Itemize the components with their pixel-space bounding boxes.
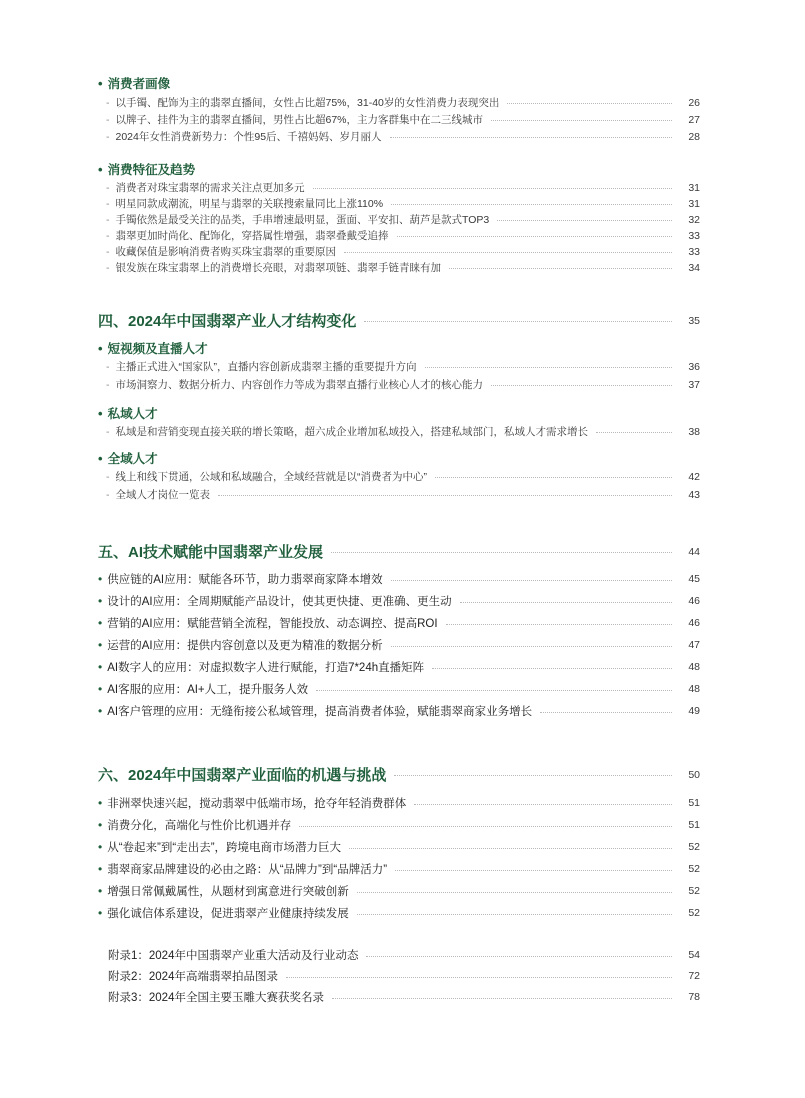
bullet-icon: • <box>98 660 103 674</box>
bullet-icon: • <box>98 704 103 718</box>
page-number: 33 <box>688 229 700 242</box>
toc-entry[interactable] <box>106 228 700 243</box>
toc-entry[interactable] <box>98 681 700 697</box>
dot-leader <box>446 624 672 625</box>
page-number: 31 <box>688 197 700 210</box>
entry-text: AI数字人的应用：对虚拟数字人进行赋能，打造7*24h直播矩阵 <box>107 662 425 674</box>
dot-leader <box>366 956 672 957</box>
entry-text: 消费者对珠宝翡翠的需求关注点更加多元 <box>115 182 305 194</box>
dash-icon: - <box>106 470 110 483</box>
dot-leader <box>491 385 672 386</box>
dash-icon: - <box>106 245 110 258</box>
entry-text: 翡翠更加时尚化、配饰化，穿搭属性增强，翡翠叠戴受追捧 <box>115 230 389 242</box>
page-number: 26 <box>688 96 700 109</box>
dot-leader <box>331 552 672 553</box>
page-number: 44 <box>688 545 700 558</box>
subcat-title: 全域人才 <box>107 452 158 466</box>
dot-leader <box>497 220 672 221</box>
entry-text: 翡翠商家品牌建设的必由之路：从“品牌力”到“品牌活力” <box>107 864 388 876</box>
bullet-icon: • <box>98 862 103 876</box>
bullet-icon: • <box>98 450 103 466</box>
toc-entry[interactable] <box>106 244 700 259</box>
dot-leader <box>391 580 672 581</box>
page-number: 28 <box>688 130 700 143</box>
toc-entry[interactable] <box>106 260 700 275</box>
entry-text: 强化诚信体系建设，促进翡翠产业健康持续发展 <box>107 908 349 920</box>
toc-entry[interactable] <box>106 469 700 484</box>
page-number: 54 <box>688 949 700 961</box>
dot-leader <box>540 712 672 713</box>
toc-entry[interactable] <box>98 839 700 855</box>
dash-icon: - <box>106 229 110 242</box>
page-number: 42 <box>688 470 700 483</box>
page-number: 45 <box>688 573 700 585</box>
entry-text: 营销的AI应用：赋能营销全流程，智能投放、动态调控、提高ROI <box>107 618 438 630</box>
toc-entry[interactable] <box>106 377 700 392</box>
bullet-icon: • <box>98 884 103 898</box>
entry-text: 手镯依然是最受关注的品类，手串增速最明显，蛋面、平安扣、葫芦是款式TOP3 <box>115 214 490 226</box>
subcat-consumer-trends[interactable] <box>98 160 195 178</box>
appendix-entry[interactable] <box>108 968 700 984</box>
appendix-entry[interactable] <box>108 989 700 1005</box>
dot-leader <box>313 188 673 189</box>
page-number: 51 <box>688 819 700 831</box>
subcat-title: 消费者画像 <box>107 77 171 91</box>
dot-leader <box>391 204 672 205</box>
bullet-icon: • <box>98 682 103 696</box>
toc-entry[interactable] <box>98 593 700 609</box>
dot-leader <box>432 668 672 669</box>
bullet-icon: • <box>98 572 103 586</box>
dash-icon: - <box>106 488 110 501</box>
dash-icon: - <box>106 213 110 226</box>
dot-leader <box>357 892 672 893</box>
toc-entry[interactable] <box>98 795 700 811</box>
dash-icon: - <box>106 425 110 438</box>
dot-leader <box>316 690 672 691</box>
page-number: 52 <box>688 907 700 919</box>
entry-text: AI客服的应用：AI+人工，提升服务人效 <box>107 684 309 696</box>
page-number: 43 <box>688 488 700 501</box>
page-number: 38 <box>688 425 700 438</box>
entry-text: 供应链的AI应用：赋能各环节，助力翡翠商家降本增效 <box>107 574 383 586</box>
dash-icon: - <box>106 378 110 391</box>
dot-leader <box>357 914 672 915</box>
dash-icon: - <box>106 181 110 194</box>
subcat-title: 消费特征及趋势 <box>107 163 196 177</box>
toc-entry[interactable] <box>106 487 700 502</box>
dot-leader <box>218 495 672 496</box>
page-number: 50 <box>688 768 700 781</box>
dot-leader <box>507 103 672 104</box>
dot-leader <box>332 998 672 999</box>
entry-text: 全域人才岗位一览表 <box>115 489 210 501</box>
entry-text: 从“卷起来”到“走出去”，跨境电商市场潜力巨大 <box>107 842 342 854</box>
bullet-icon: • <box>98 405 103 421</box>
entry-text: 增强日常佩戴属性，从题材到寓意进行突破创新 <box>107 886 349 898</box>
bullet-icon: • <box>98 340 103 356</box>
dot-leader <box>397 236 673 237</box>
dot-leader <box>394 775 672 776</box>
bullet-icon: • <box>98 840 103 854</box>
page-number: 34 <box>688 261 700 274</box>
page-number: 78 <box>688 991 700 1003</box>
toc-entry[interactable] <box>98 615 700 631</box>
subcat-private-domain-talent[interactable] <box>98 404 158 422</box>
entry-text: 运营的AI应用：提供内容创意以及更为精准的数据分析 <box>107 640 383 652</box>
dot-leader <box>349 848 672 849</box>
bullet-icon: • <box>98 796 103 810</box>
entry-text: 银发族在珠宝翡翠上的消费增长亮眼，对翡翠项链、翡翠手链青睐有加 <box>115 262 441 274</box>
toc-entry[interactable] <box>106 95 700 110</box>
entry-text: 线上和线下贯通，公域和私域融合，全域经营就是以“消费者为中心” <box>115 471 427 483</box>
entry-text: 以牌子、挂件为主的翡翠直播间，男性占比超67%，主力客群集中在二三线城市 <box>115 114 484 126</box>
bullet-icon: • <box>98 616 103 630</box>
entry-text: 以手镯、配饰为主的翡翠直播间，女性占比超75%，31-40岁的女性消费力表现突出 <box>115 97 500 109</box>
dot-leader <box>425 367 673 368</box>
page-number: 52 <box>688 885 700 897</box>
dot-leader <box>460 602 672 603</box>
toc-entry[interactable] <box>98 817 700 833</box>
toc-entry[interactable] <box>98 571 700 587</box>
page-number: 52 <box>688 841 700 853</box>
subcat-title: 私域人才 <box>107 407 158 421</box>
dot-leader <box>414 804 672 805</box>
dash-icon: - <box>106 261 110 274</box>
bullet-icon: • <box>98 638 103 652</box>
page-number: 47 <box>688 639 700 651</box>
bullet-icon: • <box>98 161 103 177</box>
toc-entry[interactable] <box>106 424 700 439</box>
dot-leader <box>391 646 672 647</box>
toc-entry[interactable] <box>106 359 700 374</box>
dot-leader <box>491 120 672 121</box>
toc-entry[interactable] <box>106 112 700 127</box>
chapter-heading[interactable] <box>98 541 700 562</box>
dot-leader <box>344 252 672 253</box>
page-number: 48 <box>688 661 700 673</box>
entry-text: 消费分化，高端化与性价比机遇并存 <box>107 820 292 832</box>
entry-text: 附录3：2024年全国主要玉雕大赛获奖名录 <box>108 992 324 1004</box>
chapter-heading[interactable] <box>98 764 700 785</box>
dot-leader <box>449 268 672 269</box>
page-number: 46 <box>688 595 700 607</box>
toc-entry[interactable] <box>106 129 700 144</box>
entry-text: AI客户管理的应用：无缝衔接公私域管理，提高消费者体验，赋能翡翠商家业务增长 <box>107 706 533 718</box>
subcat-consumer-portrait[interactable] <box>98 74 170 92</box>
page-number: 46 <box>688 617 700 629</box>
chapter-title: 四、2024年中国翡翠产业人才结构变化 <box>98 313 357 330</box>
entry-text: 附录2：2024年高端翡翠拍品图录 <box>108 971 278 983</box>
toc-entry[interactable] <box>98 861 700 877</box>
toc-entry[interactable] <box>106 180 700 195</box>
page-number: 37 <box>688 378 700 391</box>
dash-icon: - <box>106 197 110 210</box>
entry-text: 明星同款成潮流，明星与翡翠的关联搜索量同比上涨110% <box>115 198 384 210</box>
toc-entry[interactable] <box>98 905 700 921</box>
dash-icon: - <box>106 360 110 373</box>
chapter-title: 五、AI技术赋能中国翡翠产业发展 <box>98 544 324 561</box>
page-number: 35 <box>688 314 700 327</box>
dash-icon: - <box>106 130 110 143</box>
dot-leader <box>435 477 672 478</box>
toc-entry[interactable] <box>106 196 700 211</box>
dot-leader <box>299 826 672 827</box>
dot-leader <box>596 432 672 433</box>
entry-text: 私域是和营销变现直接关联的增长策略，超六成企业增加私域投入，搭建私域部门，私域人才需求增长 <box>115 426 588 438</box>
page-number: 31 <box>688 181 700 194</box>
page-number: 51 <box>688 797 700 809</box>
subcat-title: 短视频及直播人才 <box>107 342 208 356</box>
subcat-video-live-talent[interactable] <box>98 339 208 357</box>
entry-text: 附录1：2024年中国翡翠产业重大活动及行业动态 <box>108 950 359 962</box>
dot-leader <box>286 977 672 978</box>
page-number: 52 <box>688 863 700 875</box>
page-number: 32 <box>688 213 700 226</box>
toc-entry[interactable] <box>98 637 700 653</box>
page-number: 27 <box>688 113 700 126</box>
toc-entry[interactable] <box>98 883 700 899</box>
entry-text: 市场洞察力、数据分析力、内容创作力等成为翡翠直播行业核心人才的核心能力 <box>115 379 483 391</box>
dash-icon: - <box>106 96 110 109</box>
toc-entry[interactable] <box>98 703 700 719</box>
bullet-icon: • <box>98 906 103 920</box>
page-number: 33 <box>688 245 700 258</box>
appendix-entry[interactable] <box>108 947 700 963</box>
page-number: 49 <box>688 705 700 717</box>
bullet-icon: • <box>98 594 103 608</box>
dash-icon: - <box>106 113 110 126</box>
chapter-title: 六、2024年中国翡翠产业面临的机遇与挑战 <box>98 767 387 784</box>
entry-text: 2024年女性消费新势力：个性95后、千禧妈妈、岁月丽人 <box>115 131 382 143</box>
entry-text: 收藏保值是影响消费者购买珠宝翡翠的重要原因 <box>115 246 336 258</box>
entry-text: 主播正式进入“国家队”，直播内容创新成翡翠主播的重要提升方向 <box>115 361 417 373</box>
page-number: 48 <box>688 683 700 695</box>
toc-entry[interactable] <box>106 212 700 227</box>
bullet-icon: • <box>98 75 103 91</box>
page-number: 72 <box>688 970 700 982</box>
dot-leader <box>364 321 672 322</box>
entry-text: 非洲翠快速兴起，搅动翡翠中低端市场，抢夺年轻消费群体 <box>107 798 407 810</box>
bullet-icon: • <box>98 818 103 832</box>
entry-text: 设计的AI应用：全周期赋能产品设计，使其更快捷、更准确、更生动 <box>107 596 452 608</box>
toc-entry[interactable] <box>98 659 700 675</box>
subcat-omni-channel-talent[interactable] <box>98 449 158 467</box>
dot-leader <box>390 137 672 138</box>
chapter-heading[interactable] <box>98 310 700 331</box>
page-number: 36 <box>688 360 700 373</box>
dot-leader <box>395 870 672 871</box>
